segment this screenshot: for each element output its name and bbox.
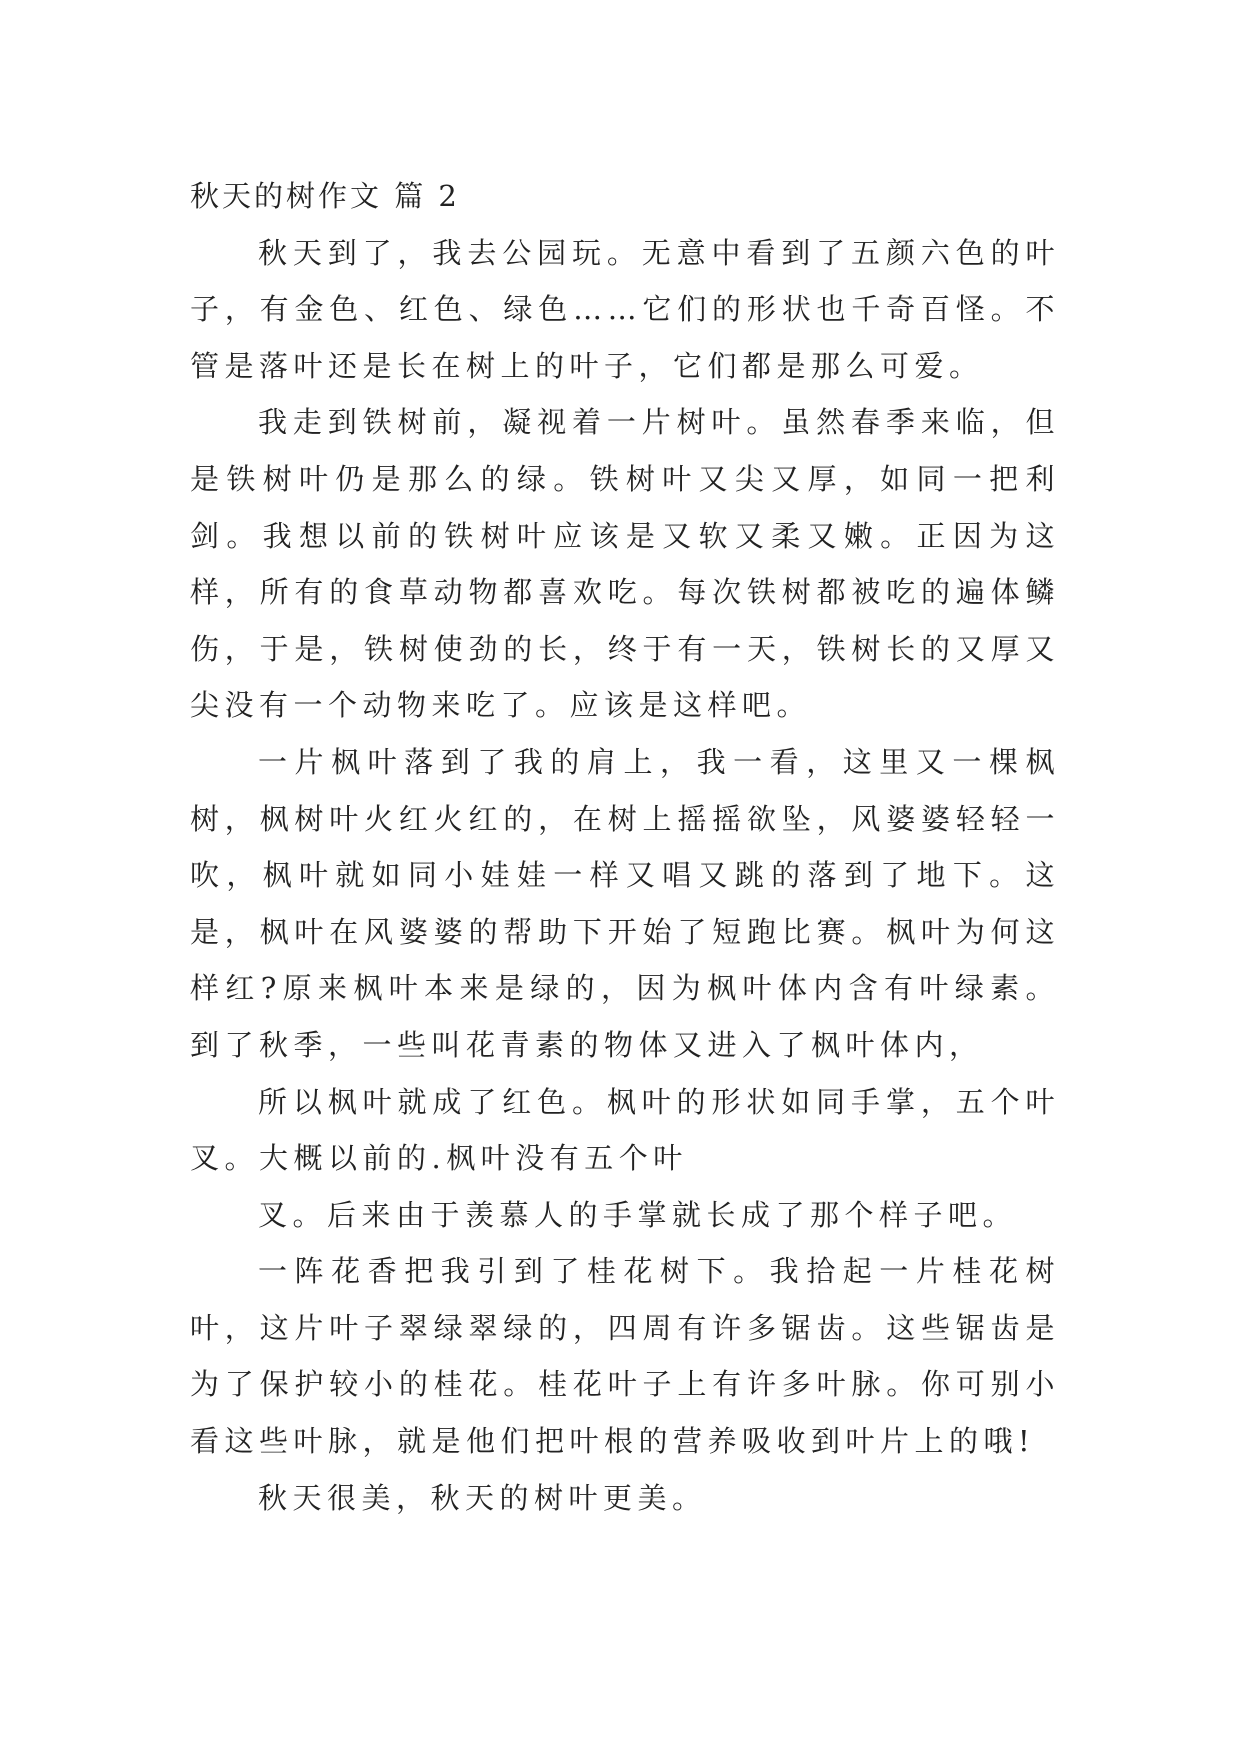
- essay-title: 秋天的树作文 篇 2: [190, 179, 460, 213]
- paragraph-5: 叉。后来由于羡慕人的手掌就长成了那个样子吧。: [258, 1197, 1018, 1232]
- paragraph-1: 秋天到了，我去公园玩。无意中看到了五颜六色的叶子，有金色、红色、绿色……它们的形状也千奇百怪。不管是落叶还是长在树上的叶子，它们都是那么可爱。: [190, 235, 1060, 383]
- paragraph-6: 一阵花香把我引到了桂花树下。我拾起一片桂花树叶，这片叶子翠绿翠绿的，四周有许多锯齿。这些锯齿是为了保护较小的桂花。桂花叶子上有许多叶脉。你可别小看这些叶脉，就是他们把叶根的营养吸收到叶片上的哦!: [190, 1254, 1060, 1459]
- essay-body: [190, 168, 1060, 1526]
- paragraph-3: 一片枫叶落到了我的肩上，我一看，这里又一棵枫树，枫树叶火红火红的，在树上摇摇欲坠，风婆婆轻轻一吹，枫叶就如同小娃娃一样又唱又跳的落到了地下。这是，枫叶在风婆婆的帮助下开始了短跑比赛。枫叶为何这样红?原来枫叶本来是绿的，因为枫叶体内含有叶绿素。到了秋季，一些叫花青素的物体又进入了枫叶体内，: [190, 744, 1060, 1062]
- paragraph-4: 所以枫叶就成了红色。枫叶的形状如同手掌，五个叶叉。大概以前的.枫叶没有五个叶: [190, 1084, 1060, 1176]
- paragraph-7: 秋天很美，秋天的树叶更美。: [258, 1480, 707, 1515]
- paragraph-2: 我走到铁树前，凝视着一片树叶。虽然春季来临，但是铁树叶仍是那么的绿。铁树叶又尖又厚，如同一把利剑。我想以前的铁树叶应该是又软又柔又嫩。正因为这样，所有的食草动物都喜欢吃。每次铁树都被吃的遍体鳞伤，于是，铁树使劲的长，终于有一天，铁树长的又厚又尖没有一个动物来吃了。应该是这样吧。: [190, 405, 1060, 723]
